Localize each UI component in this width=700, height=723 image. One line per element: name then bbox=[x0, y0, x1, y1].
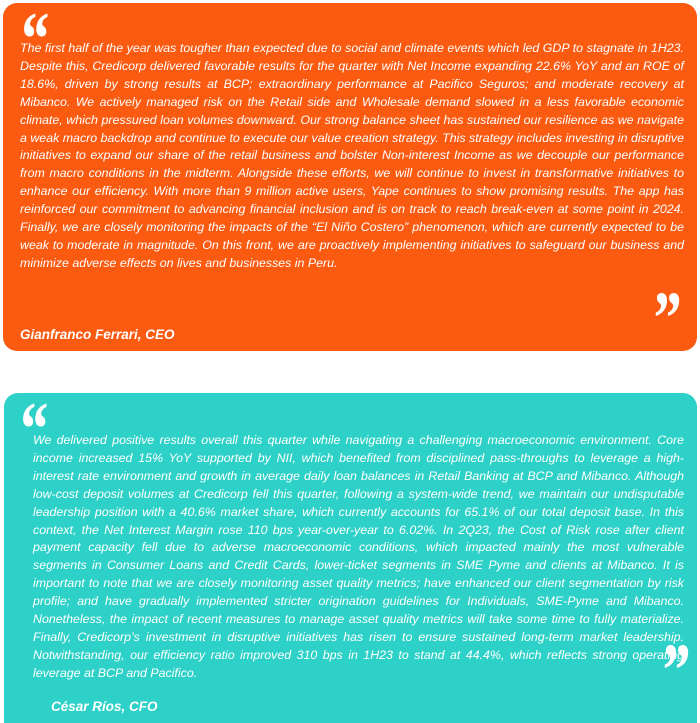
ceo-attribution: Gianfranco Ferrari, CEO bbox=[20, 327, 175, 342]
cfo-attribution: César Ríos, CFO bbox=[51, 699, 158, 714]
cfo-quote-card bbox=[4, 387, 697, 723]
open-quote-icon: “ bbox=[18, 0, 44, 81]
ceo-quote-card bbox=[3, 0, 697, 361]
close-quote-icon: ” bbox=[650, 277, 676, 361]
cfo-quote-text: We delivered positive results overall this quarter while navigating a challenging macroeconomic environment. Core income increased 15% YoY supported by NII, which benefited from disciplined pass-throughs to leverage a high-interest rate environment and growth in average daily loan balances in Retail Banking at BCP and Mibanco. Although low-cost deposit volumes at Credicorp fell this quarter, following a system-wide trend, we maintain our undisputable leadership position with a 40.6% market share, which currently accounts for 65.1% of our total deposit base. In this context, the Net Interest Margin rose 110 bps year-over-year to 6.02%. In 2Q23, the Cost of Risk rose after client payment capacity fell due to adverse macroeconomic conditions, which impacted mainly the most vulnerable segments in Consumer Loans and Credit Cards, lower-ticket segments in SME Pyme and clients at Mibanco. It is important to note that we are closely monitoring asset quality metrics; have enhanced our client segmentation by risk profile; and have gradually implemented stricter origination guidelines for Individuals, SME-Pyme and Mibanco. Nonetheless, the impact of recent measures to manage asset quality metrics will take some time to fully materialize. Finally, Credicorp’s investment in disruptive initiatives has risen to ensure sustained long-term market leadership. Notwithstanding, our efficiency ratio improved 310 bps in 1H23 to stand at 44.4%, which reflects strong operating leverage at BCP and Pacifico. bbox=[33, 433, 684, 680]
ceo-quote-text: The first half of the year was tougher than expected due to social and climate events which led GDP to stagnate in 1H23. Despite this, Credicorp delivered favorable results for the quarter with Net Income expanding 22.6% YoY and an ROE of 18.6%, driven by strong results at BCP; extraordinary performance at Pacifico Seguros; and moderate recovery at Mibanco. We actively managed risk on the Retail side and Wholesale demand slowed in a less favorable economic climate, which pressured loan volumes downward. Our strong balance sheet has sustained our resilience as we navigate a weak macro backdrop and continue to execute our value creation strategy. This strategy includes investing in disruptive initiatives to expand our share of the retail business and bolster Non-interest Income as we decouple our performance from macro conditions in the midterm. Alongside these efforts, we will continue to invest in transformative initiatives to enhance our efficiency. With more than 9 million active users, Yape continues to show promising results. The app has reinforced our commitment to advancing financial inclusion and is on track to reach break-even at some point in 2024. Finally, we are closely monitoring the impacts of the “El Niño Costero” phenomenon, which are currently expected to be weak to moderate in magnitude. On this front, we are proactively implementing initiatives to safeguard our business and minimize adverse effects on lives and businesses in Peru. bbox=[20, 41, 684, 270]
open-quote-icon: “ bbox=[17, 387, 43, 471]
close-quote-icon: ” bbox=[659, 629, 685, 713]
